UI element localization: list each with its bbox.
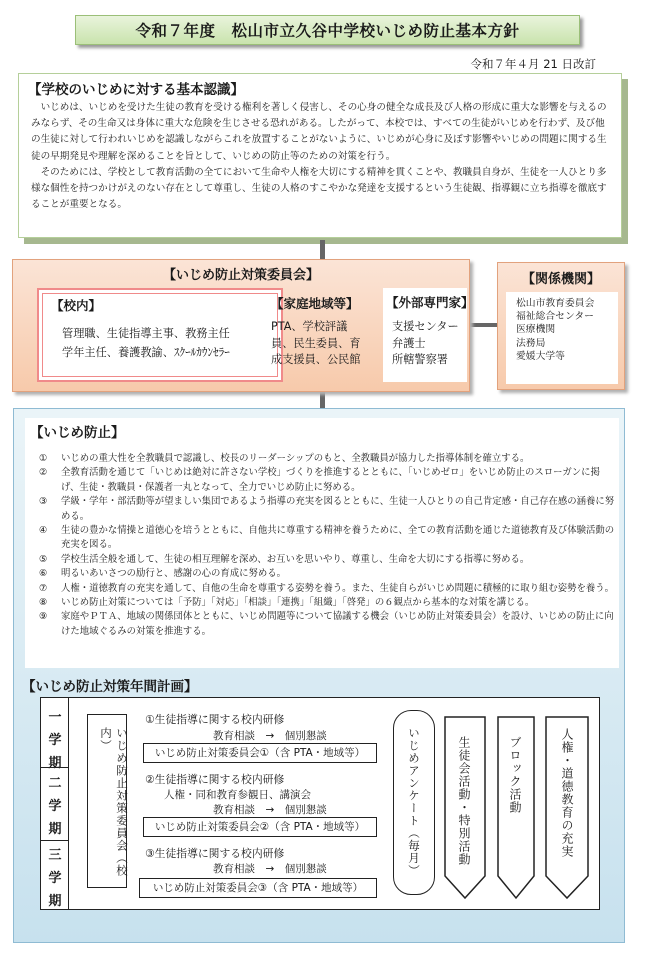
stage-1-title: ①生徒指導に関する校内研修 xyxy=(145,713,285,726)
term-divider xyxy=(41,840,69,841)
school-committee-vertical xyxy=(87,714,127,888)
item-text: 明るいあいさつの励行と、感謝の心の育成に努める。 xyxy=(61,568,287,580)
external-experts-members xyxy=(392,319,459,369)
committee-section xyxy=(12,259,474,392)
school-members xyxy=(62,324,276,362)
term-char: 二 xyxy=(48,776,62,791)
external-experts-box xyxy=(383,288,474,382)
stage-3-meeting: いじめ防止対策委員会③（含 PTA・地域等） xyxy=(139,878,377,898)
term-1-label xyxy=(41,706,69,775)
prevention-item xyxy=(39,452,615,466)
member-line: 管理職、生徒指導主事、教務主任 xyxy=(62,327,230,340)
item-text: 学校生活全般を通して、生徒の相互理解を深め、お互いを思いやり、尊重し、生命を大切にする指導に努める。 xyxy=(61,553,530,565)
item-text: いじめの重大性を全教職員で認識し、校長のリーダーシップのもと、全教職員が協力した指導体制を確立する。 xyxy=(61,453,530,464)
member-line: 学年主任、養護教諭、ｽｸｰﾙｶｳﾝｾﾗｰ xyxy=(62,346,230,359)
recognition-paragraph: そのためには、学校として教育活動の全てにおいて生命や人権を大切にする精神を貫くことや、教職員自身が、生徒を一人ひとり多様な個性を持つかけがえのない存在として尊重し、生徒の人格のすこやかな発達を支援するという生徒観、指導観に立ち指導を徹底することが重要となる。 xyxy=(31,166,607,211)
prevention-item xyxy=(39,567,615,581)
basic-recognition-heading: 【学校のいじめに対する基本認識】 xyxy=(28,82,244,98)
page-title: 令和７年度 松山市立久谷中学校いじめ防止基本方針 xyxy=(75,15,580,45)
member-line: 所轄警察署 xyxy=(392,353,448,366)
term-char: 期 xyxy=(48,894,62,909)
prevention-item xyxy=(39,495,615,524)
prevention-item xyxy=(39,596,615,610)
item-text: 学級・学年・部活動等が望ましい集団であるよう指導の充実を図るとともに、生徒一人ひとりの自己肯定感・自己存在感の涵養に努める。 xyxy=(61,496,615,522)
term-char: 一 xyxy=(48,710,62,725)
connector-line xyxy=(470,323,498,327)
term-char: 三 xyxy=(48,848,62,863)
term-2-label xyxy=(41,772,69,841)
prevention-item xyxy=(39,466,615,495)
block-activity-label: ブロック活動 xyxy=(508,736,522,814)
member-line: 弁護士 xyxy=(392,336,426,350)
organization-line: 法務局 xyxy=(516,337,546,349)
organization-line: 福祉総合センター xyxy=(516,311,594,323)
basic-recognition-section xyxy=(18,73,622,238)
school-committee-label: いじめ防止対策委員会（校内） xyxy=(99,727,129,877)
student-council-label: 生徒会活動・特別活動 xyxy=(457,736,471,866)
term-char: 学 xyxy=(48,871,62,886)
item-text: 人権・道徳教育の充実を通して、自他の生命を尊重する姿勢を養う。また、生徒自らがいじめ問題に積極的に取り組む姿勢を養う。 xyxy=(61,582,614,594)
related-organizations-box xyxy=(506,292,618,384)
connector-line xyxy=(320,240,325,260)
item-text: いじめ防止対策については「予防」「対応」「相談」「連携」「組織」「啓発」の６観点から基本的な対策を講じる。 xyxy=(61,597,535,609)
stage-3-title: ③生徒指導に関する校内研修 xyxy=(145,847,285,860)
related-organizations-title: 【関係機関】 xyxy=(521,272,600,287)
member-line: PTA、学校評議 xyxy=(271,320,348,333)
item-number: ④ xyxy=(39,525,48,537)
related-organizations-list xyxy=(516,297,594,363)
item-text: 全教育活動を通じて「いじめは絶対に許さない学校」づくりを推進するとともに、「いじめゼロ」をいじめ防止のスローガンに掲げ、生徒・教職員・保護者一丸となって、全力でいじめ防止に努める。 xyxy=(61,467,600,493)
school-heading: 【校内】 xyxy=(51,298,102,313)
stage-2-title: ②生徒指導に関する校内研修 xyxy=(145,773,285,786)
member-line: 支援センター xyxy=(392,320,459,333)
item-number: ③ xyxy=(39,496,48,508)
stage-1-meeting: いじめ防止対策委員会①（含 PTA・地域等） xyxy=(143,743,377,763)
external-experts-heading: 【外部専門家】 xyxy=(386,295,474,310)
school-members-box xyxy=(37,288,283,382)
prevention-item xyxy=(39,610,615,639)
annual-plan-box xyxy=(40,697,600,910)
term-char: 学 xyxy=(48,799,62,814)
item-text: 生徒の豊かな情操と道徳心を培うとともに、自他共に尊重する精神を養うために、全ての教育活動を通じた道徳教育及び体験活動の充実を図る。 xyxy=(61,525,615,551)
prevention-item xyxy=(39,524,615,553)
item-number: ⑨ xyxy=(39,611,48,623)
monthly-survey xyxy=(393,710,435,895)
organization-line: 松山市教育委員会 xyxy=(516,298,595,309)
stage-2-meeting: いじめ防止対策委員会②（含 PTA・地域等） xyxy=(143,817,377,837)
prevention-box xyxy=(25,418,619,668)
stage-2-sub: 人権・同和教育参観日、講演会 xyxy=(164,789,311,801)
stage-1-sub: 教育相談 → 個別懇談 xyxy=(213,730,327,742)
member-line: 員、民生委員、育 xyxy=(271,336,361,350)
term-column xyxy=(41,698,69,909)
item-number: ② xyxy=(39,467,48,479)
related-organizations-section xyxy=(497,262,625,390)
item-text: 家庭やＰＴＡ、地域の関係団体とともに、いじめ問題等について協議する機会（いじめ防止対策委員会）を設け、いじめの防止に向けた地域ぐるみの対策を推進する。 xyxy=(61,611,614,637)
prevention-item xyxy=(39,582,615,596)
item-number: ⑦ xyxy=(39,582,48,594)
prevention-item xyxy=(39,553,615,567)
term-divider xyxy=(41,767,69,768)
family-community-heading: 【家庭地域等】 xyxy=(271,296,359,311)
term-char: 学 xyxy=(48,733,62,748)
member-line: 成支援員、公民館 xyxy=(271,353,361,366)
annual-plan-heading: 【いじめ防止対策年間計画】 xyxy=(22,679,198,695)
committee-title: 【いじめ防止対策委員会】 xyxy=(162,268,319,283)
family-community-column xyxy=(271,288,381,382)
term-char: 期 xyxy=(48,756,62,771)
term-3-label xyxy=(41,844,69,913)
basic-recognition-text xyxy=(31,100,613,213)
organization-line: 医療機関 xyxy=(516,324,556,336)
item-number: ① xyxy=(39,453,48,464)
family-community-members xyxy=(271,319,379,369)
organization-line: 愛媛大学等 xyxy=(516,350,565,362)
recognition-paragraph: いじめは、いじめを受けた生徒の教育を受ける権利を著しく侵害し、その心身の健全な成長及び人格の形成に重大な影響を与えるのみならず、その生命又は身体に重大な危険を生じさせる恐れがある。したがって、本校では、すべての生徒がいじめを行わず、及び他の生徒に対して行われいじめを認識しながらこれを放置することがないように、いじめが心身に及ぼす影響やいじめの問題に関する生徒の早期発見や理解を深めることを旨として、いじめの防止等のための対策を行う。 xyxy=(31,102,607,162)
monthly-survey-label: いじめアンケート（毎月） xyxy=(407,727,421,877)
stage-2-sub2: 教育相談 → 個別懇談 xyxy=(213,804,327,816)
stage-3-sub: 教育相談 → 個別懇談 xyxy=(213,863,327,875)
term-char: 期 xyxy=(48,822,62,837)
connector-line xyxy=(320,392,325,409)
item-number: ⑤ xyxy=(39,553,48,565)
human-rights-label: 人権・道徳教育の充実 xyxy=(560,728,574,858)
prevention-heading: 【いじめ防止】 xyxy=(30,425,125,441)
item-number: ⑥ xyxy=(39,568,48,580)
item-number: ⑧ xyxy=(39,597,48,609)
prevention-list xyxy=(39,452,615,639)
revision-date: 令和７年４月 21 日改訂 xyxy=(470,57,596,71)
